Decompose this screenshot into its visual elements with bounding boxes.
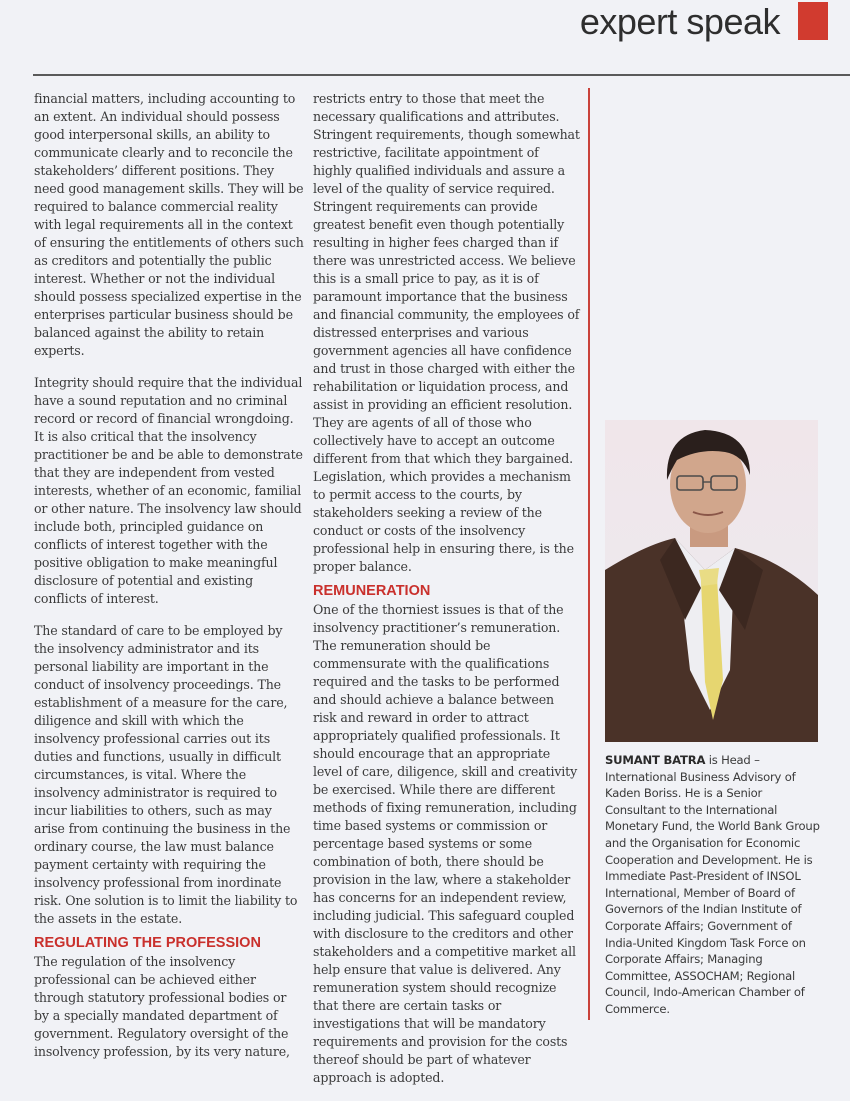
header-divider (33, 74, 850, 76)
paragraph: financial matters, including accounting to an extent. An individual should possess good interpersonal skills, an ability to communicate clearly and to reconcile the stakeholders’ different positions. They need good management skills. They will be required to balance commercial reality with legal requirements all in the context of ensuring the entitlements of others such as creditors and potentially the public interest. Whether or not the individual should possess specialized expertise in the enterprises particular business should be balanced against the ability to retain experts. (34, 91, 304, 358)
paragraph: The standard of care to be employed by the insolvency administrator and its personal liability are important in the conduct of insolvency proceedings. The establishment of a measure for the care, diligence and skill with which the insolvency professional carries out its duties and functions, usually in difficult circumstances, is vital. Where the insolvency administrator is required to incur liabilities to others, such as may arise from continuing the business in the ordinary course, the law must balance payment certainty with requiring the insolvency professional from inordinate risk. One solution is to limit the liability to the assets in the estate. (34, 623, 298, 926)
section-heading-regulating: REGULATING THE PROFESSION (34, 935, 261, 951)
section-title: expert speak (579, 1, 780, 42)
article-column-1 (34, 90, 304, 1075)
paragraph: restricts entry to those that meet the necessary qualifications and attributes. Stringent requirements, though somewhat restrictive, facilitate appointment of highly qualified individuals and assure a level of the quality of service required. Stringent requirements can provide greatest benefit even though potentially resulting in higher fees charged than if there was unrestricted access. We believe this is a small price to pay, as it is of paramount importance that the business and financial community, the employees of distressed enterprises and various government agencies all have confidence and trust in those charged with either the rehabilitation or liquidation process, and assist in providing an efficient resolution. They are agents of all of those who collectively have to accept an outcome different from that which they bargained. Legislation, which provides a mechanism to permit access to the courts, by stakeholders seeking a review of the conduct or costs of the insolvency professional help in ensuring there, is the proper balance. (313, 91, 580, 574)
author-name: SUMANT BATRA (605, 753, 706, 767)
author-photo (605, 420, 818, 742)
section-heading-remuneration: REMUNERATION (313, 583, 431, 599)
author-bio-text: is Head – International Business Advisory of Kaden Boriss. He is a Senior Consultant to the International Monetary Fund, the World Bank Group and the Organisation for Economic Cooperation and Development. He is Immediate Past-President of INSOL International, Member of Board of Governors of the Indian Institute of Corporate Affairs; Government of India-United Kingdom Task Force on Corporate Affairs; Managing Committee, ASSOCHAM; Regional Council, Indo-American Chamber of Commerce. (605, 753, 820, 1016)
paragraph: One of the thorniest issues is that of the insolvency practitioner’s remuneration. The remuneration should be commensurate with the qualifications required and the tasks to be performed and should achieve a balance between risk and reward in order to attract appropriately qualified professionals. It should encourage that an appropriate level of care, diligence, skill and creativity be exercised. While there are different methods of fixing remuneration, including time based systems or commission or percentage based systems or some combination of both, there should be provision in the law, where a stakeholder has concerns for an independent review, including judicial. This safeguard coupled with disclosure to the creditors and other stakeholders and a competitive market all help ensure that value is delivered. Any remuneration system should recognize that there are certain tasks or investigations that will be mandatory requirements and provision for the costs thereof should be part of whatever approach is adopted. (313, 602, 578, 1085)
paragraph: Integrity should require that the individual have a sound reputation and no criminal record or record of financial wrongdoing. It is also critical that the insolvency practitioner be and be able to demonstrate that they are independent from vested interests, whether of an economic, familial or other nature. The insolvency law should include both, principled guidance on conflicts of interest together with the positive obligation to make meaningful disclosure of potential and existing conflicts of interest. (34, 375, 303, 606)
author-bio (605, 752, 820, 1018)
paragraph: The regulation of the insolvency professional can be achieved either through statutory professional bodies or by a specially mandated department of government. Regulatory oversight of the insolvency profession, by its very nature, (34, 954, 290, 1059)
article-column-2 (313, 90, 581, 1101)
section-accent-block (798, 2, 828, 40)
column-divider (588, 88, 590, 1020)
